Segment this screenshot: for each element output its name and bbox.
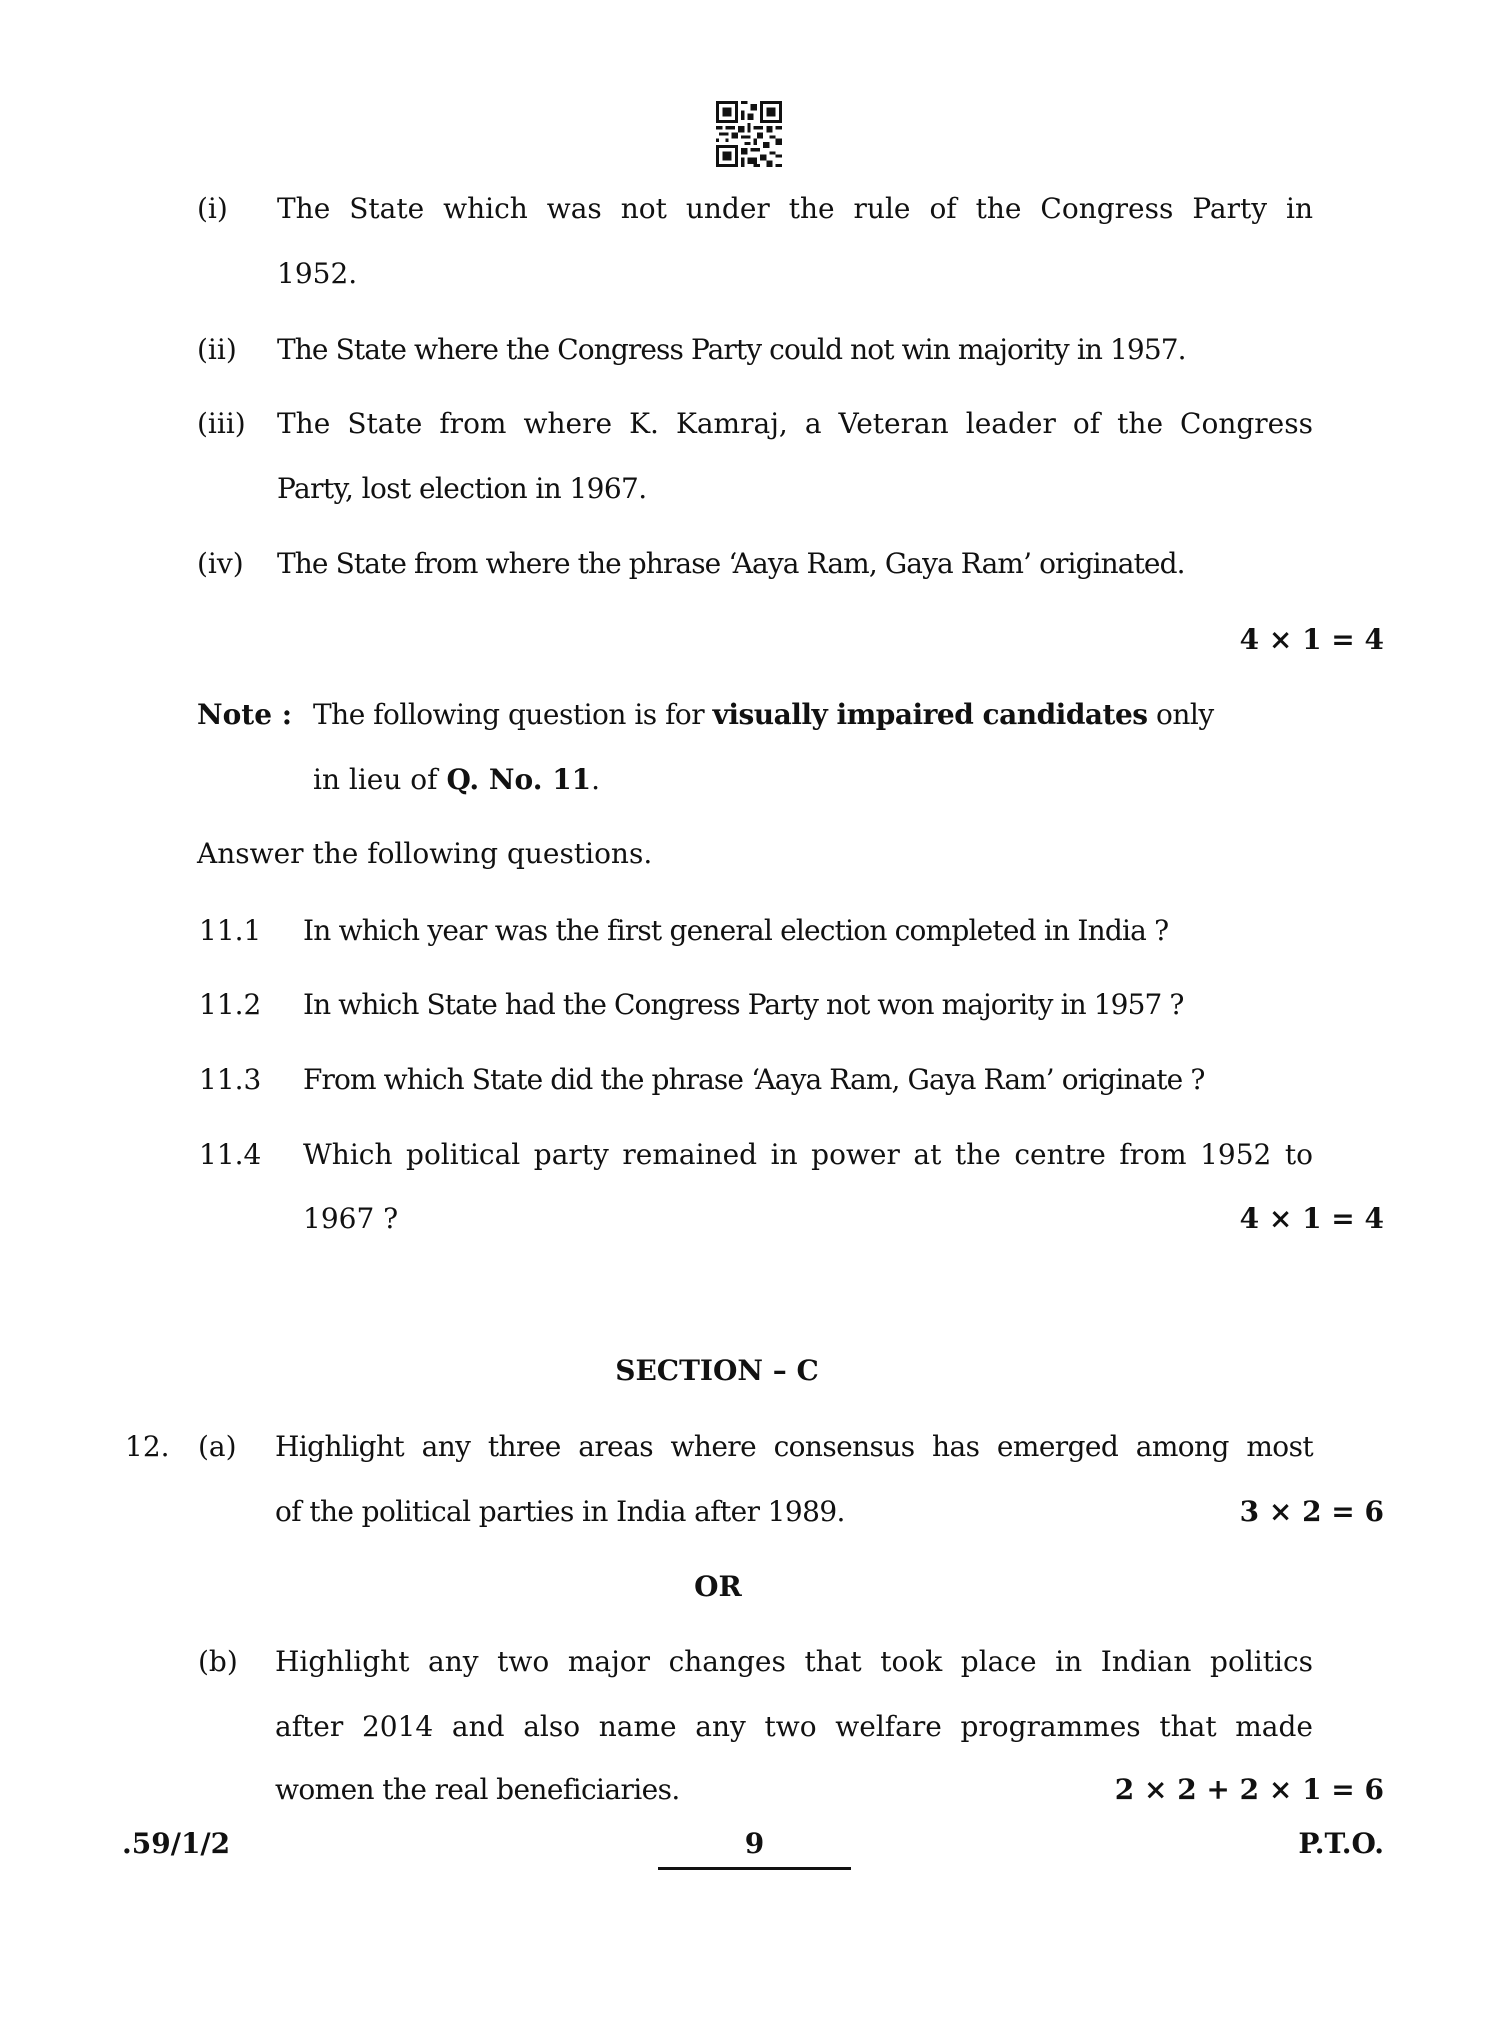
q12b-text-line1: Highlight any two major changes that took place in Indian politics (275, 1645, 1313, 1678)
q12b-label: (b) (198, 1645, 238, 1678)
qr-code-icon (716, 101, 782, 167)
item-text-i-line2: 1952. (277, 257, 358, 290)
vi-question-text-11-1: In which year was the first general election completed in India ? (303, 914, 1169, 947)
footer-pto: P.T.O. (1298, 1827, 1384, 1860)
vi-question-text-11-2: In which State had the Congress Party not won majority in 1957 ? (303, 988, 1184, 1021)
item-label-iii: (iii) (197, 407, 246, 440)
item-text-iv: The State from where the phrase ‘Aaya Ram, Gaya Ram’ originated. (277, 547, 1185, 580)
q12a-label: (a) (198, 1430, 237, 1463)
vi-question-text-11-4-line2: 1967 ? (303, 1202, 399, 1235)
q12-number: 12. (125, 1430, 170, 1463)
note-label: Note : (197, 698, 293, 731)
vi-question-text-11-3: From which State did the phrase ‘Aaya Ram, Gaya Ram’ originate ? (303, 1063, 1205, 1096)
item-label-i: (i) (197, 192, 228, 225)
q12b-text-line3: women the real beneficiaries. (275, 1773, 680, 1806)
vi-question-number-11-2: 11.2 (199, 988, 262, 1021)
q12a-text-line1: Highlight any three areas where consensus has emerged among most (275, 1430, 1313, 1463)
marks-q11: 4 × 1 = 4 (1239, 623, 1384, 656)
note-line2-after: . (591, 763, 601, 796)
q12a-marks: 3 × 2 = 6 (1239, 1495, 1384, 1528)
footer-page-number: 9 (744, 1827, 765, 1860)
note-text-line2 (313, 764, 600, 796)
note-text-before: The following question is for (313, 698, 705, 731)
note-text (313, 699, 1214, 731)
item-text-ii: The State where the Congress Party could not win majority in 1957. (277, 333, 1186, 366)
or-separator: OR (694, 1570, 742, 1603)
q12b-text-line2: after 2014 and also name any two welfare programmes that made (275, 1710, 1313, 1743)
item-text-iii-line1: The State from where K. Kamraj, a Veteran leader of the Congress (277, 407, 1313, 440)
vi-question-number-11-4: 11.4 (199, 1138, 262, 1171)
page-number-underline (658, 1867, 851, 1870)
answer-instruction: Answer the following questions. (197, 837, 653, 870)
note-line2-bold: Q. No. 11 (446, 763, 592, 796)
q12b-marks: 2 × 2 + 2 × 1 = 6 (1114, 1773, 1384, 1806)
item-text-iii-line2: Party, lost election in 1967. (277, 472, 647, 505)
note-line2-before: in lieu of (313, 763, 438, 796)
item-label-ii: (ii) (197, 333, 237, 366)
vi-question-text-11-4-line1: Which political party remained in power at the centre from 1952 to (303, 1138, 1313, 1171)
item-label-iv: (iv) (197, 547, 244, 580)
q12a-text-line2: of the political parties in India after 1989. (275, 1495, 845, 1528)
note-text-bold: visually impaired candidates (712, 698, 1148, 731)
item-text-i-line1: The State which was not under the rule of the Congress Party in (277, 192, 1313, 225)
section-title: SECTION – C (615, 1354, 819, 1387)
vi-question-number-11-1: 11.1 (199, 914, 262, 947)
note-text-after: only (1155, 698, 1214, 731)
footer-paper-code: .59/1/2 (122, 1827, 231, 1860)
marks-vi: 4 × 1 = 4 (1239, 1202, 1384, 1235)
vi-question-number-11-3: 11.3 (199, 1063, 262, 1096)
